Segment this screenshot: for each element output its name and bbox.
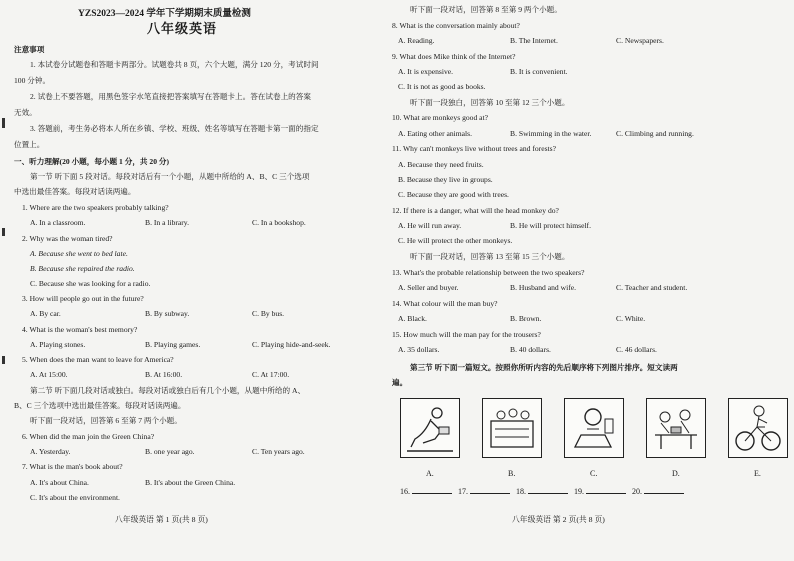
option: B. Because they live in groups. bbox=[398, 175, 493, 184]
option: A. Because they need fruits. bbox=[398, 160, 484, 169]
question-stem: 3. How will people go out in the future? bbox=[22, 294, 144, 303]
option: C. Teacher and student. bbox=[616, 283, 688, 292]
option: C. It's about the environment. bbox=[30, 493, 120, 502]
question-stem: 4. What is the woman's best memory? bbox=[22, 325, 138, 334]
question-stem: 15. How much will the man pay for the trousers? bbox=[392, 330, 541, 339]
option: C. In a bookshop. bbox=[252, 218, 306, 227]
question-stem: 2. Why was the woman tired? bbox=[22, 234, 113, 243]
blank-number: 17. bbox=[458, 487, 468, 496]
part-intro: 第一节 听下面 5 段对话。每段对话后有一个小题，从题中所给的 A、B、C 三个选项 bbox=[30, 172, 310, 181]
picture-b bbox=[482, 398, 542, 458]
studying-child-illustration bbox=[565, 399, 623, 457]
page-2 bbox=[392, 0, 794, 561]
picture-label: A. bbox=[426, 469, 434, 478]
blank-number: 16. bbox=[400, 487, 410, 496]
note-line: 2. 试卷上不要答题，用黑色签字水笔直接把答案填写在答题卡上。答在试卷上的答案 bbox=[30, 92, 311, 101]
picture-label: B. bbox=[508, 469, 516, 478]
option: A. Seller and buyer. bbox=[398, 283, 459, 292]
question-stem: 12. If there is a danger, what will the head monkey do? bbox=[392, 206, 559, 215]
question-stem: 13. What's the probable relationship between the two speakers? bbox=[392, 268, 585, 277]
option: A. 35 dollars. bbox=[398, 345, 440, 354]
option: C. He will protect the other monkeys. bbox=[398, 236, 513, 245]
option: C. Because she was looking for a radio. bbox=[30, 279, 151, 288]
reading-person-illustration bbox=[401, 399, 459, 457]
picture-label: D. bbox=[672, 469, 680, 478]
option: A. It is expensive. bbox=[398, 67, 454, 76]
option: A. Eating other animals. bbox=[398, 129, 473, 138]
picture-row bbox=[400, 398, 788, 460]
picture-e bbox=[728, 398, 788, 458]
page-footer: 八年级英语 第 2 页(共 8 页) bbox=[512, 515, 605, 524]
question-stem: 9. What does Mike think of the Internet? bbox=[392, 52, 516, 61]
answer-blank[interactable] bbox=[586, 493, 626, 494]
option: B. It is convenient. bbox=[510, 67, 568, 76]
part-intro: 第二节 听下面几段对话或独白。每段对话或独白后有几个小题，从题中所给的 A、 bbox=[30, 386, 306, 395]
option: B. At 16:00. bbox=[145, 370, 183, 379]
option: B. Swimming in the water. bbox=[510, 129, 592, 138]
option: A. Black. bbox=[398, 314, 427, 323]
question-stem: 7. What is the man's book about? bbox=[22, 462, 123, 471]
option: A. Playing stones. bbox=[30, 340, 86, 349]
picture-a bbox=[400, 398, 460, 458]
blank-number: 18. bbox=[516, 487, 526, 496]
note-line: 1. 本试卷分试题卷和答题卡两部分。试题卷共 8 页，六个大题，满分 120 分，考试时间 bbox=[30, 60, 319, 69]
option: B. one year ago. bbox=[145, 447, 195, 456]
note-line: 无效。 bbox=[14, 108, 37, 117]
question-stem: 14. What colour will the man buy? bbox=[392, 299, 498, 308]
option: B. It's about the Green China. bbox=[145, 478, 236, 487]
option: B. Husband and wife. bbox=[510, 283, 577, 292]
question-stem: 6. When did the man join the Green China? bbox=[22, 432, 155, 441]
picture-c bbox=[564, 398, 624, 458]
cooking-illustration bbox=[483, 399, 541, 457]
answer-blank[interactable] bbox=[412, 493, 452, 494]
question-stem: 8. What is the conversation mainly about? bbox=[392, 21, 520, 30]
option: B. He will protect himself. bbox=[510, 221, 591, 230]
note-line: 3. 答题前，考生务必将本人所在乡镇、学校、班级、姓名等填写在答题卡第一面的指定 bbox=[30, 124, 319, 133]
page-1 bbox=[0, 0, 392, 561]
question-stem: 1. Where are the two speakers probably talking? bbox=[22, 203, 169, 212]
exam-title: YZS2023—2024 学年下学期期末质量检测 bbox=[78, 9, 251, 19]
question-stem: 11. Why can't monkeys live without trees and forests? bbox=[392, 144, 556, 153]
part-intro: 第三节 听下面一篇短文。按照你所听内容的先后顺序将下列图片排序。短文读两 bbox=[410, 363, 678, 372]
dialog-instruction: 听下面一段对话，回答第 8 至第 9 两个小题。 bbox=[410, 5, 562, 14]
option: B. 40 dollars. bbox=[510, 345, 551, 354]
part-intro: 中选出最佳答案。每段对话读两遍。 bbox=[14, 187, 136, 196]
answer-blank[interactable] bbox=[470, 493, 510, 494]
page-footer: 八年级英语 第 1 页(共 8 页) bbox=[115, 515, 208, 524]
option: C. Climbing and running. bbox=[616, 129, 694, 138]
option: B. The Internet. bbox=[510, 36, 558, 45]
option: C. Playing hide-and-seek. bbox=[252, 340, 331, 349]
option: B. Brown. bbox=[510, 314, 542, 323]
answer-blanks bbox=[400, 487, 688, 496]
blank-number: 19. bbox=[574, 487, 584, 496]
option: A. Yesterday. bbox=[30, 447, 71, 456]
option: A. In a classroom. bbox=[30, 218, 86, 227]
answer-blank[interactable] bbox=[528, 493, 568, 494]
option: A. He will run away. bbox=[398, 221, 462, 230]
picture-label: E. bbox=[754, 469, 761, 478]
option: C. 46 dollars. bbox=[616, 345, 657, 354]
picture-d bbox=[646, 398, 706, 458]
monologue-instruction: 听下面一段独白，回答第 10 至第 12 三个小题。 bbox=[410, 98, 570, 107]
option: B. By subway. bbox=[145, 309, 190, 318]
section-heading: 一、听力理解(20 小题，每小题 1 分，共 20 分) bbox=[14, 157, 170, 166]
dialog-instruction: 听下面一段对话，回答第 6 至第 7 两个小题。 bbox=[30, 416, 182, 425]
part-intro: 遍。 bbox=[392, 378, 408, 387]
option: C. It is not as good as books. bbox=[398, 82, 486, 91]
question-stem: 5. When does the man want to leave for America? bbox=[22, 355, 174, 364]
note-line: 位置上。 bbox=[14, 140, 45, 149]
option: A. Reading. bbox=[398, 36, 435, 45]
option: C. At 17:00. bbox=[252, 370, 290, 379]
option: A. By car. bbox=[30, 309, 61, 318]
answer-blank[interactable] bbox=[644, 493, 684, 494]
blank-number: 20. bbox=[632, 487, 642, 496]
part-intro: B、C 三个选项中选出最佳答案。每段对话读两遍。 bbox=[14, 401, 186, 410]
option: A. Because she went to bed late. bbox=[30, 249, 128, 258]
dialog-instruction: 听下面一段对话，回答第 13 至第 15 三个小题。 bbox=[410, 252, 570, 261]
option: C. Newspapers. bbox=[616, 36, 664, 45]
family-table-illustration bbox=[647, 399, 705, 457]
subject-title: 八年级英语 bbox=[147, 21, 218, 36]
picture-label: C. bbox=[590, 469, 598, 478]
option: C. Ten years ago. bbox=[252, 447, 305, 456]
option: B. Playing games. bbox=[145, 340, 201, 349]
option: C. White. bbox=[616, 314, 646, 323]
cycling-illustration bbox=[729, 399, 787, 457]
note-line: 100 分钟。 bbox=[14, 76, 51, 85]
question-stem: 10. What are monkeys good at? bbox=[392, 113, 489, 122]
option: A. It's about China. bbox=[30, 478, 89, 487]
option: A. At 15:00. bbox=[30, 370, 68, 379]
option: B. In a library. bbox=[145, 218, 190, 227]
option: C. Because they are good with trees. bbox=[398, 190, 509, 199]
option: B. Because she repaired the radio. bbox=[30, 264, 135, 273]
notes-heading: 注意事项 bbox=[14, 45, 45, 54]
option: C. By bus. bbox=[252, 309, 285, 318]
